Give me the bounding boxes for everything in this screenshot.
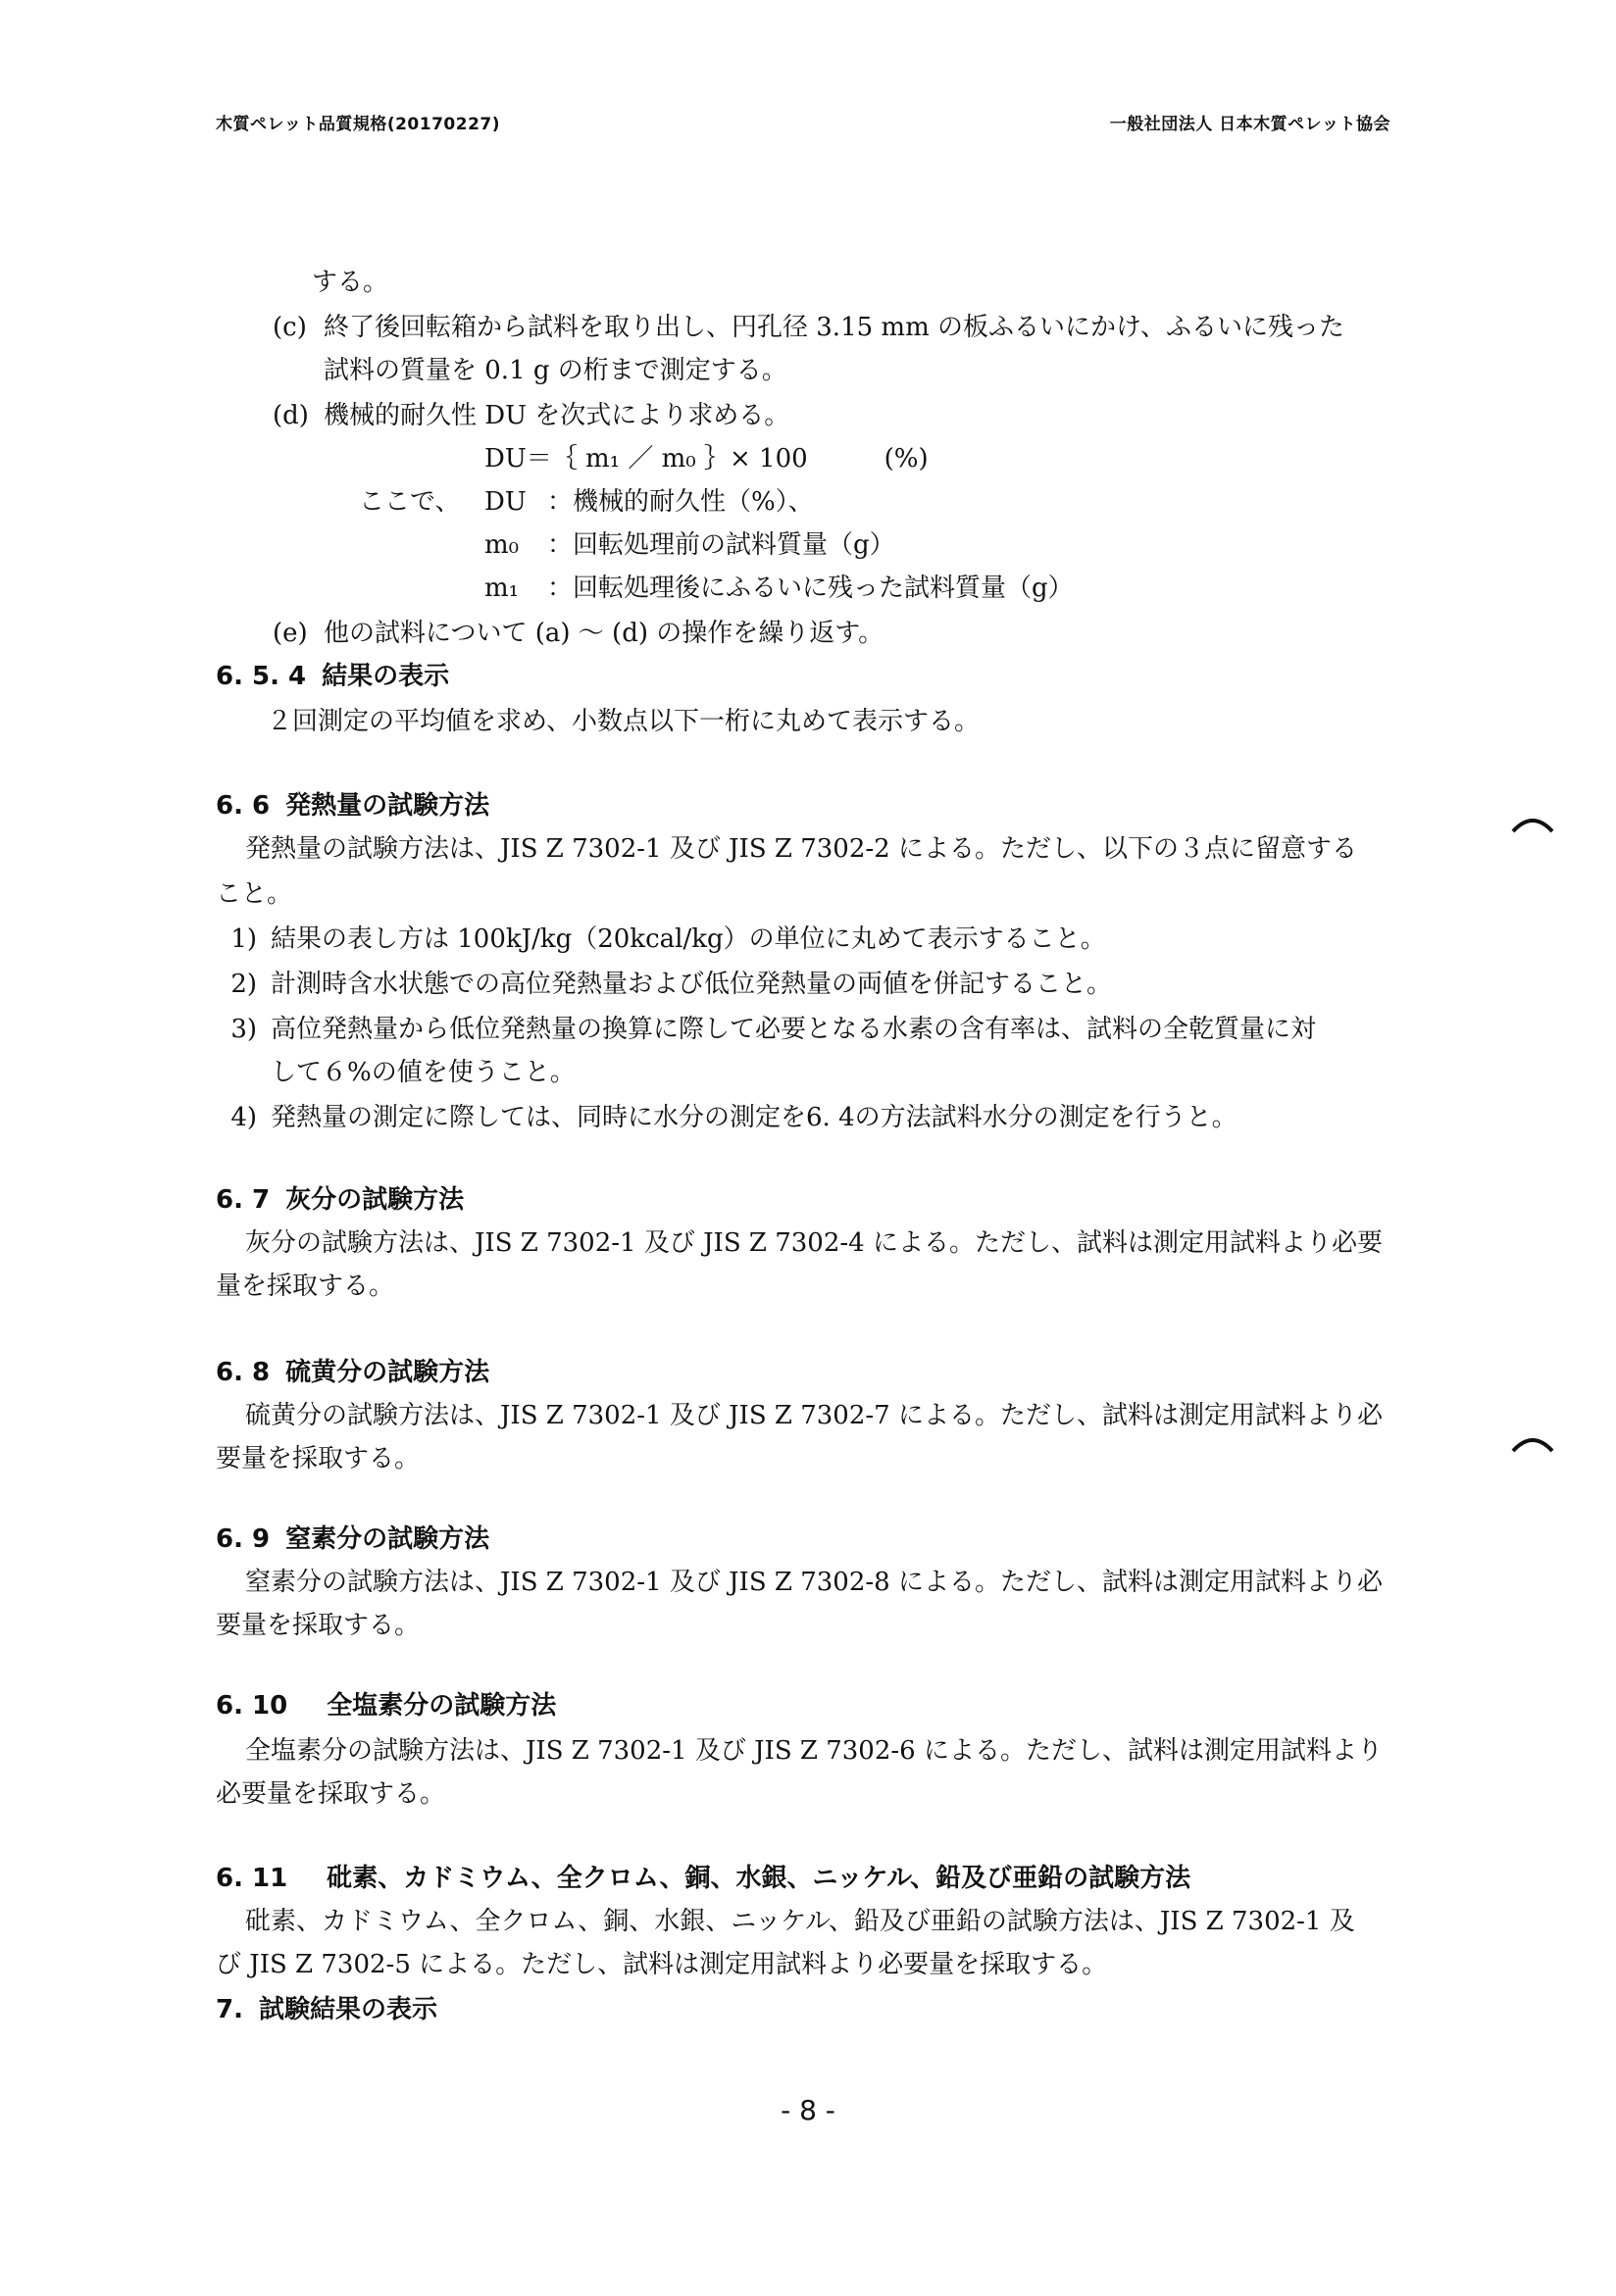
definition-text: ：機械的耐久性（%）、 xyxy=(547,487,814,517)
section-number: 6. 10 xyxy=(216,1691,288,1721)
definition-m1 xyxy=(484,571,1074,606)
section-title: 硫黄分の試験方法 xyxy=(285,1358,490,1387)
definition-var: m₀ xyxy=(484,530,520,560)
section-6-10-text-2: 必要量を採取する。 xyxy=(216,1779,446,1809)
list-item-text: 結果の表し方は 100kJ/kg（20kcal/kg）の単位に丸めて表示すること。 xyxy=(271,924,1106,954)
section-number: 6. 5. 4 xyxy=(216,662,307,691)
section-title: 灰分の試験方法 xyxy=(285,1185,465,1215)
section-heading-6-8 xyxy=(216,1355,489,1390)
item-d xyxy=(273,398,789,433)
list-item-number: 3) xyxy=(230,1015,257,1044)
list-item-2 xyxy=(218,967,1112,1002)
list-item-3-continued: して６%の値を使うこと。 xyxy=(271,1058,576,1087)
section-title: 発熱量の試験方法 xyxy=(285,791,490,821)
section-heading-6-9 xyxy=(216,1522,489,1557)
section-6-7-text-2: 量を採取する。 xyxy=(216,1272,395,1301)
page-number: - 8 - xyxy=(781,2094,835,2126)
section-6-5-4-text: ２回測定の平均値を求め、小数点以下一桁に丸めて表示する。 xyxy=(267,707,980,736)
binder-hole-mark xyxy=(1510,810,1555,835)
list-item-text: 計測時含水状態での高位発熱量および低位発熱量の両値を併記すること。 xyxy=(271,970,1113,999)
list-item-number: 1) xyxy=(230,924,257,954)
header-document-title: 木質ペレット品質規格(20170227) xyxy=(216,115,500,134)
section-6-11-text-1: 砒素、カドミウム、全クロム、銅、水銀、ニッケル、鉛及び亜鉛の試験方法は、JIS Z 7302-1 及 xyxy=(245,1907,1355,1936)
formula: DU＝｛ m₁ ／ m₀ ｝× 100 (%) xyxy=(484,444,929,474)
continuation-text: する。 xyxy=(312,268,389,297)
section-heading-6-5-4 xyxy=(216,659,449,694)
list-item-4 xyxy=(218,1100,1237,1135)
item-c-text-1: 終了後回転箱から試料を取り出し、円孔径 3.15 mm の板ふるいにかけ、ふるいに残った xyxy=(324,313,1344,342)
item-d-text: 機械的耐久性 DU を次式により求める。 xyxy=(324,401,790,430)
section-6-11-text-2: び JIS Z 7302-5 による。ただし、試料は測定用試料より必要量を採取する。 xyxy=(216,1950,1108,1979)
list-item-3 xyxy=(218,1012,1316,1047)
section-number: 6. 9 xyxy=(216,1524,271,1554)
item-d-label: (d) xyxy=(273,401,309,430)
section-title: 全塩素分の試験方法 xyxy=(327,1691,557,1721)
section-number: 7. xyxy=(216,1995,243,2024)
definition-var: m₁ xyxy=(484,574,520,603)
section-title: 窒素分の試験方法 xyxy=(285,1524,490,1554)
section-6-9-text-1: 窒素分の試験方法は、JIS Z 7302-1 及び JIS Z 7302-8 による。ただし、試料は測定用試料より必 xyxy=(245,1568,1383,1597)
item-c-label: (c) xyxy=(273,313,307,342)
item-c-text-2: 試料の質量を 0.1 g の桁まで測定する。 xyxy=(324,356,787,385)
section-heading-6-11 xyxy=(216,1861,1190,1896)
section-6-6-text-1: 発熱量の試験方法は、JIS Z 7302-1 及び JIS Z 7302-2 による。ただし、以下の３点に留意する xyxy=(245,834,1357,864)
section-heading-6-6 xyxy=(216,788,489,824)
definition-text: ：回転処理前の試料質量（g） xyxy=(547,530,895,560)
section-6-10-text-1: 全塩素分の試験方法は、JIS Z 7302-1 及び JIS Z 7302-6 による。ただし、試料は測定用試料より xyxy=(245,1736,1383,1766)
section-title: 結果の表示 xyxy=(322,662,450,691)
definition-var: DU xyxy=(484,487,527,517)
list-item-1 xyxy=(218,922,1106,957)
section-heading-6-10 xyxy=(216,1688,556,1723)
definition-text: ：回転処理後にふるいに残った試料質量（g） xyxy=(547,574,1074,603)
definition-du xyxy=(359,484,814,520)
item-c-line1 xyxy=(273,310,1344,345)
definition-m0 xyxy=(484,527,895,563)
section-6-8-text-1: 硫黄分の試験方法は、JIS Z 7302-1 及び JIS Z 7302-7 による。ただし、試料は測定用試料より必 xyxy=(245,1401,1383,1430)
section-number: 6. 6 xyxy=(216,791,271,821)
binder-hole-mark xyxy=(1510,1429,1555,1455)
item-e xyxy=(273,616,884,651)
section-6-6-text-2: こと。 xyxy=(216,879,293,909)
section-heading-7 xyxy=(216,1992,437,2027)
section-title: 試験結果の表示 xyxy=(258,1995,437,2024)
list-item-number: 2) xyxy=(230,970,257,999)
section-number: 6. 8 xyxy=(216,1358,271,1387)
section-6-7-text-1: 灰分の試験方法は、JIS Z 7302-1 及び JIS Z 7302-4 による。ただし、試料は測定用試料より必要 xyxy=(245,1228,1383,1258)
header-organization: 一般社団法人 日本木質ペレット協会 xyxy=(1109,115,1390,134)
section-title: 砒素、カドミウム、全クロム、銅、水銀、ニッケル、鉛及び亜鉛の試験方法 xyxy=(327,1864,1191,1893)
list-item-text: 高位発熱量から低位発熱量の換算に際して必要となる水素の含有率は、試料の全乾質量に対 xyxy=(271,1015,1317,1044)
where-label: ここで、 xyxy=(359,487,461,517)
section-6-9-text-2: 要量を採取する。 xyxy=(216,1611,421,1640)
section-number: 6. 11 xyxy=(216,1864,288,1893)
list-item-text: 発熱量の測定に際しては、同時に水分の測定を6. 4の方法試料水分の測定を行うと。 xyxy=(271,1103,1237,1132)
list-item-number: 4) xyxy=(230,1103,257,1132)
section-heading-6-7 xyxy=(216,1182,464,1218)
item-e-label: (e) xyxy=(273,619,308,648)
section-number: 6. 7 xyxy=(216,1185,271,1215)
item-e-text: 他の試料について (a) ～ (d) の操作を繰り返す。 xyxy=(324,619,884,648)
section-6-8-text-2: 要量を採取する。 xyxy=(216,1444,421,1473)
